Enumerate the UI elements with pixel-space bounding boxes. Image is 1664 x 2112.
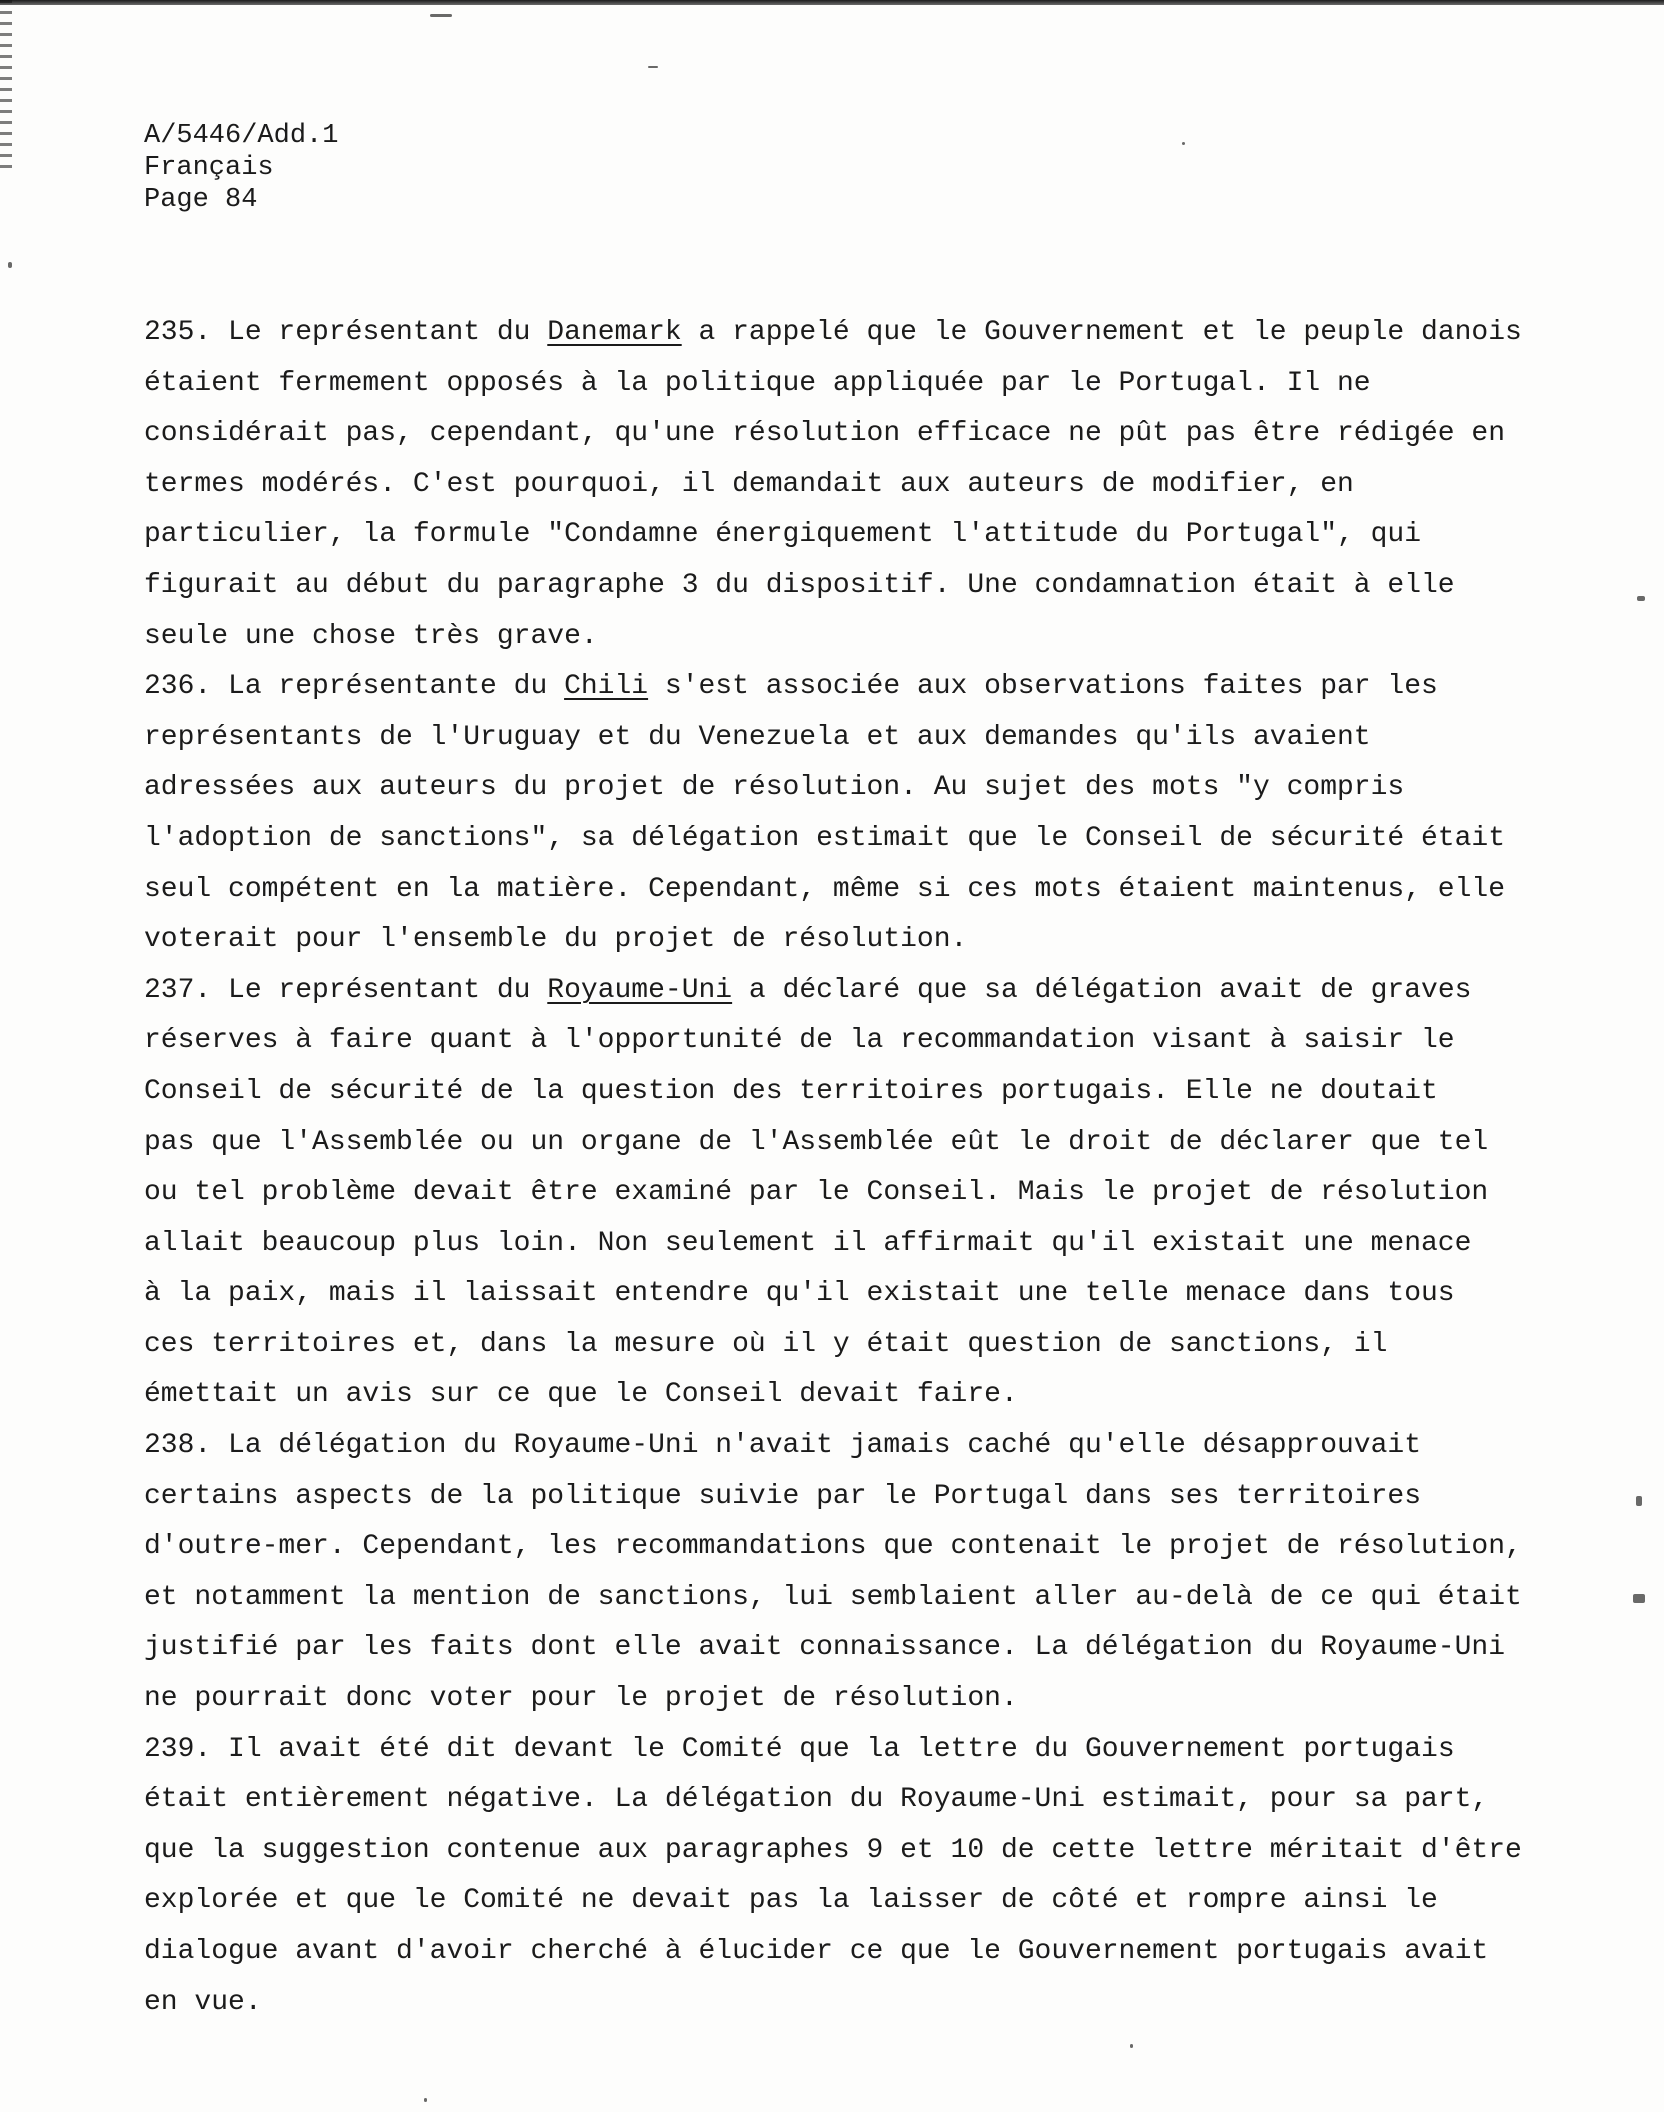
text-line: d'outre-mer. Cependant, les recommandations que contenait le projet de résolution, (144, 1531, 1522, 1563)
text-line: seule une chose très grave. (144, 620, 598, 652)
text-line: à la paix, mais il laissait entendre qu'il existait une telle menace dans tous (144, 1278, 1455, 1310)
text-line: étaient fermement opposés à la politique appliquée par le Portugal. Il ne (144, 367, 1371, 399)
text-line: explorée et que le Comité ne devait pas la laisser de côté et rompre ainsi le (144, 1885, 1438, 1917)
text-line: particulier, la formule "Condamne énergiquement l'attitude du Portugal", qui (144, 519, 1422, 551)
text-line (144, 1725, 1544, 1776)
text-line: émettait un avis sur ce que le Conseil devait faire. (144, 1379, 1018, 1411)
line-text: s'est associée aux observations faites par les (648, 671, 1438, 703)
text-line (144, 662, 1544, 713)
paragraph-number: 236. (144, 671, 229, 703)
scan-speck (648, 66, 658, 68)
text-line: représentants de l'Uruguay et du Venezuela et aux demandes qu'ils avaient (144, 721, 1371, 753)
line-text: Le représentant du (228, 317, 548, 348)
text-line: ces territoires et, dans la mesure où il y était question de sanctions, il (144, 1328, 1388, 1360)
country-name: Chili (564, 671, 649, 703)
text-line: adressées aux auteurs du projet de résolution. Au sujet des mots "y compris (144, 772, 1405, 804)
document-body (144, 308, 1544, 2028)
scan-speck (1636, 1496, 1642, 1506)
scan-speck (1130, 2044, 1133, 2048)
paragraph-number: 239. (144, 1733, 229, 1765)
scan-speck (1637, 596, 1645, 601)
line-text: La délégation du Royaume-Uni n'avait jamais caché qu'elle désapprouvait (228, 1430, 1422, 1462)
scan-speck (430, 14, 452, 17)
text-line: pas que l'Assemblée ou un organe de l'Assemblée eût le droit de déclarer que tel (144, 1126, 1489, 1158)
text-line: seul compétent en la matière. Cependant, même si ces mots étaient maintenus, elle (144, 873, 1506, 905)
text-line: allait beaucoup plus loin. Non seulement il affirmait qu'il existait une menace (144, 1227, 1472, 1259)
scan-top-edge (0, 0, 1664, 5)
scan-left-edge-marks (0, 0, 12, 170)
text-line: ne pourrait donc voter pour le projet de résolution. (144, 1683, 1018, 1715)
text-line: réserves à faire quant à l'opportunité de la recommandation visant à saisir le (144, 1025, 1455, 1057)
scan-speck (8, 262, 12, 268)
text-line: et notamment la mention de sanctions, lui semblaient aller au-delà de ce qui était (144, 1581, 1522, 1613)
text-line: que la suggestion contenue aux paragraphes 9 et 10 de cette lettre méritait d'être (144, 1834, 1522, 1866)
page-number: Page 84 (144, 185, 258, 215)
line-text: a rappelé que le Gouvernement et le peuple danois (681, 317, 1522, 348)
country-name: Danemark (547, 317, 682, 348)
text-line: justifié par les faits dont elle avait connaissance. La délégation du Royaume-Uni (144, 1632, 1506, 1664)
paragraph-number: 237. (144, 974, 229, 1006)
line-text: Il avait été dit devant le Comité que la lettre du Gouvernement portugais (228, 1733, 1455, 1765)
document-language: Français (144, 153, 274, 183)
line-text: a déclaré que sa délégation avait de graves (732, 974, 1472, 1006)
text-line (144, 308, 1544, 359)
text-line: certains aspects de la politique suivie par le Portugal dans ses territoires (144, 1480, 1422, 1512)
paragraph-236 (144, 662, 1544, 966)
text-line (144, 1421, 1544, 1472)
text-line: l'adoption de sanctions", sa délégation estimait que le Conseil de sécurité était (144, 822, 1506, 854)
text-line: ou tel problème devait être examiné par le Conseil. Mais le projet de résolution (144, 1177, 1489, 1209)
paragraph-number: 235. (144, 317, 229, 348)
scan-speck (424, 2098, 427, 2102)
text-line: considérait pas, cependant, qu'une résolution efficace ne pût pas être rédigée en (144, 418, 1506, 450)
line-text: Le représentant du (228, 974, 548, 1006)
text-line: Conseil de sécurité de la question des territoires portugais. Elle ne doutait (144, 1075, 1438, 1107)
document-symbol: A/5446/Add.1 (144, 121, 339, 151)
paragraph-239 (144, 1725, 1544, 2029)
paragraph-238 (144, 1421, 1544, 1725)
paragraph-237 (144, 966, 1544, 1421)
scan-speck (1182, 142, 1185, 145)
text-line: était entièrement négative. La délégation du Royaume-Uni estimait, pour sa part, (144, 1784, 1489, 1816)
scan-speck (1633, 1594, 1645, 1603)
paragraph-235 (144, 308, 1544, 662)
text-line (144, 966, 1544, 1017)
text-line: figurait au début du paragraphe 3 du dispositif. Une condamnation était à elle (144, 569, 1455, 601)
text-line: termes modérés. C'est pourquoi, il demandait aux auteurs de modifier, en (144, 468, 1354, 500)
paragraph-number: 238. (144, 1430, 229, 1462)
text-line: dialogue avant d'avoir cherché à élucider ce que le Gouvernement portugais avait (144, 1936, 1489, 1967)
text-line: voterait pour l'ensemble du projet de résolution. (144, 924, 968, 956)
line-text: La représentante du (228, 671, 565, 703)
document-header (144, 120, 338, 216)
text-line: en vue. (144, 1986, 262, 2018)
country-name: Royaume-Uni (547, 974, 733, 1006)
